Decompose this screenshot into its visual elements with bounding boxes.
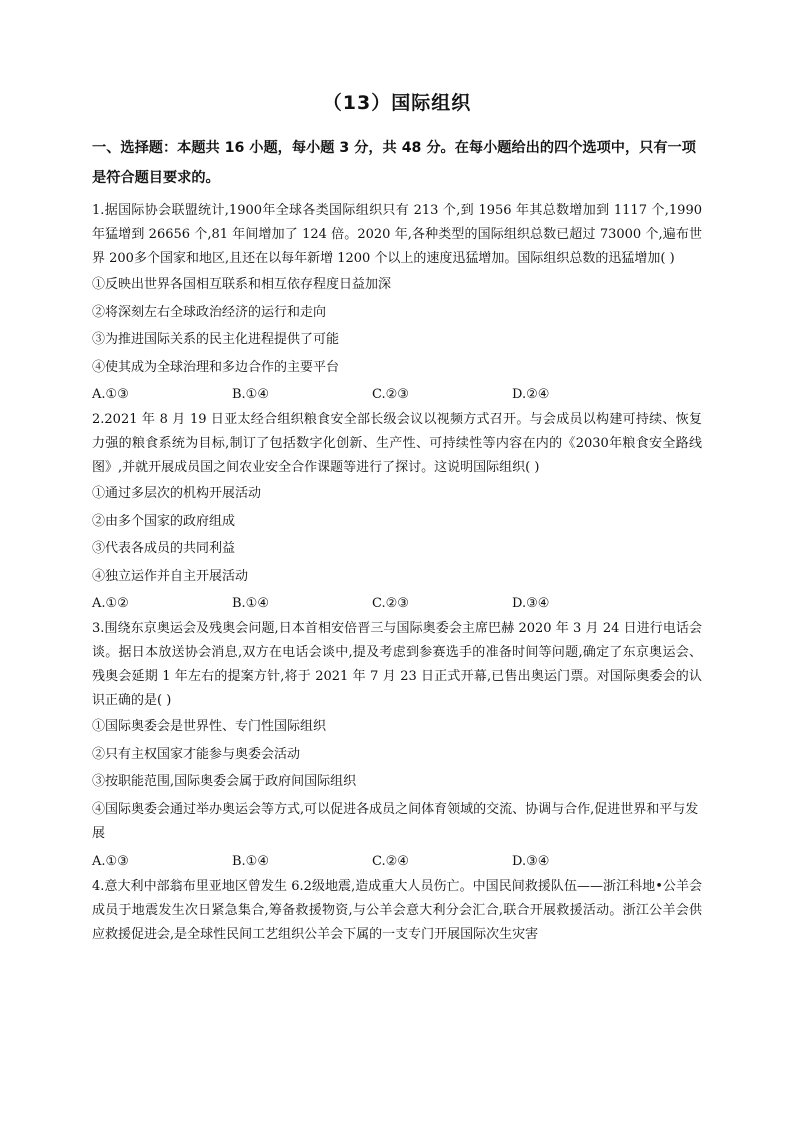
answer-choices [92, 590, 702, 617]
statement-option: ②将深刻左右全球政治经济的运行和走向 [92, 304, 327, 320]
statement-option: ①通过多层次的机构开展活动 [92, 486, 262, 501]
choice-d[interactable]: D.③④ [512, 596, 550, 611]
exam-page [92, 88, 702, 947]
page-title: （13）国际组织 [322, 92, 472, 114]
question-text: 4.意大利中部翁布里亚地区曾发生 6.2级地震,造成重大人员伤亡。中国民间救援队伍——浙江科地•公羊会成员于地震发生次日紧急集合,筹备救援物资,与公羊会意大利分会汇合,联合开展救援活动。浙江公羊会供应救援促进会,是全球性民间工艺组织公羊会下属的一支专门开展国际次生灾害 [92, 878, 702, 942]
statement-option: ①反映出世界各国相互联系和相互依存程度日益加深 [92, 277, 392, 292]
question-text: 2.2021 年 8 月 19 日亚太经合组织粮食安全部长级会议以视频方式召开。与会成员以构建可持续、恢复力强的粮食系统为目标,制订了包括数字化创新、生产性、可持续性等内容在内的《2030年粮食安全路线图》,并就开展成员国之间农业安全合作课题等进行了探讨。这说明国际组织( ) [92, 412, 702, 475]
choice-c[interactable]: C.②③ [372, 596, 409, 611]
statement-option: ④独立运作并自主开展活动 [92, 568, 249, 584]
answer-choices [92, 381, 702, 408]
choice-a[interactable]: A.①③ [92, 853, 129, 869]
choice-d[interactable]: D.③④ [512, 853, 550, 869]
section-heading: 一、选择题：本题共 16 小题，每小题 3 分，共 48 分。在每小题给出的四个选项中，只有一项是符合题目要求的。 [92, 140, 696, 186]
statement-option: ③按职能范围,国际奥委会属于政府间国际组织 [92, 774, 357, 789]
question-4 [92, 875, 702, 947]
question-2 [92, 408, 702, 617]
statement-option: ④国际奥委会通过举办奥运会等方式,可以促进各成员之间体育领域的交流、协调与合作,促进世界和平与发展 [92, 801, 699, 841]
statement-option: ②由多个国家的政府组成 [92, 513, 236, 529]
choice-b[interactable]: B.①④ [232, 387, 269, 402]
statement-option: ②只有主权国家才能参与奥委会活动 [92, 746, 301, 762]
choice-c[interactable]: C.②③ [372, 387, 409, 402]
statement-option: ③为推进国际关系的民主化进程提供了可能 [92, 332, 340, 347]
choice-b[interactable]: B.①④ [232, 596, 269, 611]
question-3 [92, 617, 702, 875]
question-text: 1.据国际协会联盟统计,1900年全球各类国际组织只有 213 个,到 1956 年其总数增加到 1117 个,1990 年猛增到 26656 个,81 年间增加了 124 倍。2020 年,各种类型的国际组织总数已超过 73000 个,遍布世界 200多个国家和地区,且还在以每年新增 1200 个以上的速度迅猛增加。国际组织总数的迅猛增加( ) [92, 203, 702, 266]
answer-choices [92, 848, 702, 875]
question-1 [92, 199, 702, 408]
choice-a[interactable]: A.①② [92, 596, 129, 611]
choice-a[interactable]: A.①③ [92, 387, 129, 402]
choice-c[interactable]: C.②④ [372, 853, 409, 869]
choice-d[interactable]: D.②④ [512, 387, 550, 402]
statement-option: ③代表各成员的共同利益 [92, 541, 236, 556]
statement-option: ④使其成为全球治理和多边合作的主要平台 [92, 359, 340, 375]
statement-option: ①国际奥委会是世界性、专门性国际组织 [92, 719, 327, 734]
question-text: 3.围绕东京奥运会及残奥会问题,日本首相安倍晋三与国际奥委会主席巴赫 2020 年 3 月 24 日进行电话会谈。据日本放送协会消息,双方在电话会谈中,提及考虑到参赛选手的准备时间等问题,确定了东京奥运会、残奥会延期 1 年左右的提案方针,将于 2021 年 7 月 23 日正式开幕,已售出奥运门票。对国际奥委会的认识正确的是( ) [92, 621, 702, 708]
choice-b[interactable]: B.①④ [232, 853, 269, 869]
